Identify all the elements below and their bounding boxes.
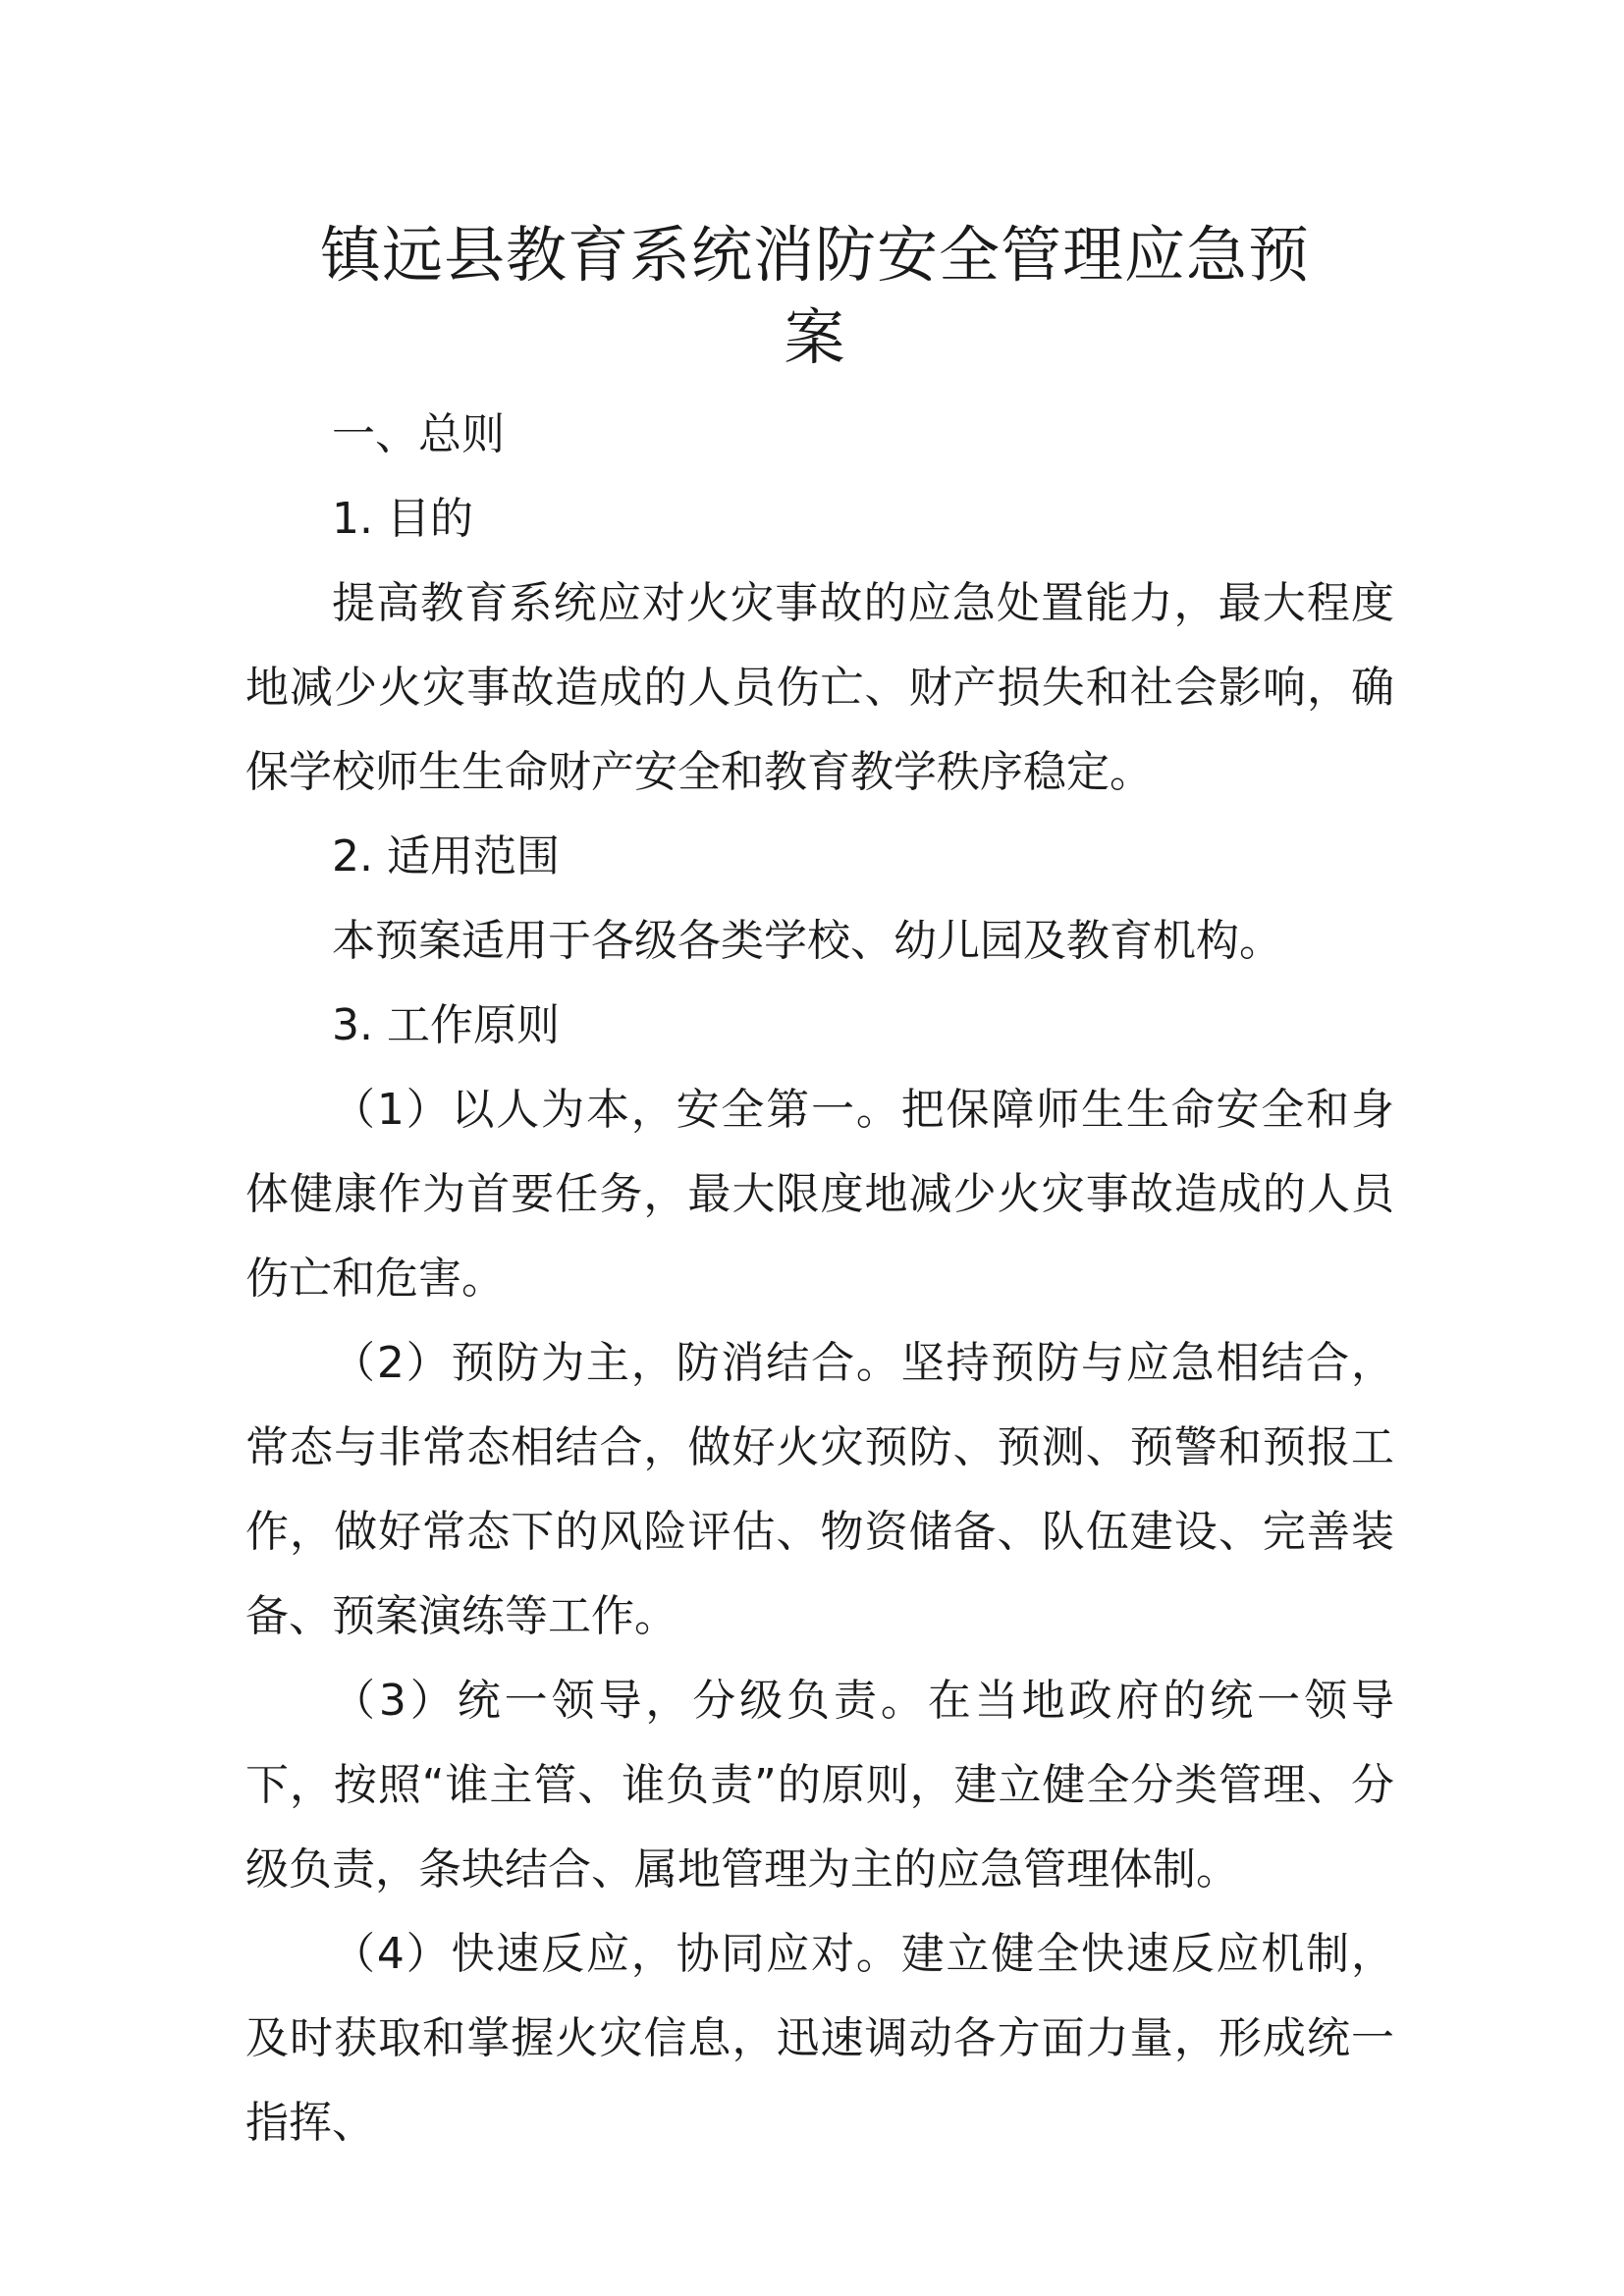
subheading-principles: 3. 工作原则 [332,1000,560,1050]
title-line-2: 案 [784,301,846,373]
paragraph-scope: 本预案适用于各级各类学校、幼儿园及教育机构。 [332,916,1282,966]
principle-2: （2）预防为主，防消结合。坚持预防与应急相结合，常态与非常态相结合，做好火灾预防、预测、预警和预报工作，做好常态下的风险评估、物资储备、队伍建设、完善装备、预案演练等工作。 [245,1338,1394,1641]
principle-4: （4）快速反应，协同应对。建立健全快速反应机制，及时获取和掌握火灾信息，迅速调动各方面力量，形成统一指挥、 [245,1929,1394,2148]
principle-1: （1）以人为本，安全第一。把保障师生生命安全和身体健康作为首要任务，最大限度地减少火灾事故造成的人员伤亡和危害。 [245,1085,1394,1304]
document-title [245,214,1384,379]
principle-3: （3）统一领导，分级负责。在当地政府的统一领导下，按照“谁主管、谁负责”的原则，建立健全分类管理、分级负责，条块结合、属地管理为主的应急管理体制。 [245,1676,1394,1895]
document-body [245,393,1394,2165]
subheading-scope: 2. 适用范围 [332,831,560,881]
paragraph-purpose: 提高教育系统应对火灾事故的应急处置能力，最大程度地减少火灾事故造成的人员伤亡、财产损失和社会影响，确保学校师生生命财产安全和教育教学秩序稳定。 [245,578,1394,797]
section-heading-general: 一、总则 [332,409,505,459]
title-line-1: 镇远县教育系统消防安全管理应急预 [319,219,1310,291]
subheading-purpose: 1. 目的 [332,494,473,544]
